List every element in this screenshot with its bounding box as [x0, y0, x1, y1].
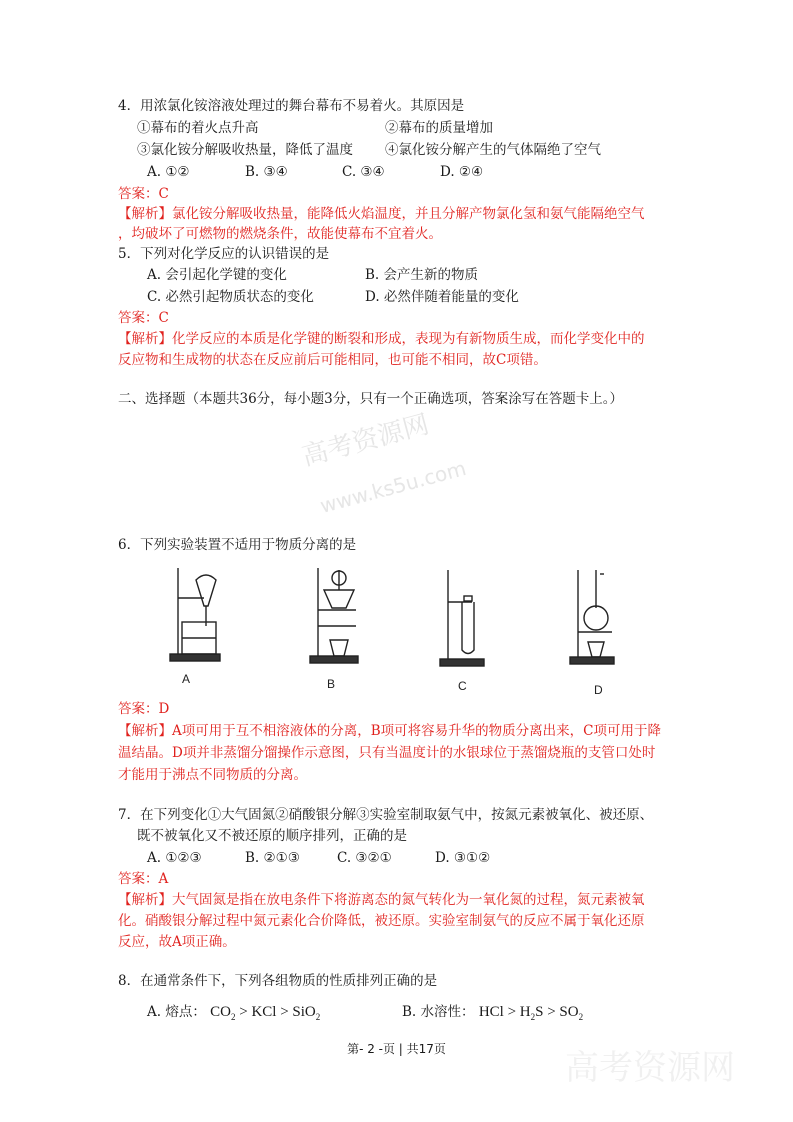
q4-option-c: C. ③④ — [342, 164, 385, 180]
q6-stem: 6．下列实验装置不适用于物质分离的是 — [118, 537, 357, 553]
q6-apparatus-figure — [160, 560, 620, 700]
q4-statement-1: ①幕布的着火点升高 — [137, 120, 259, 136]
q4-stem: 4．用浓氯化铵溶液处理过的舞台幕布不易着火。其原因是 — [118, 98, 465, 114]
q7-option-b: B. ②①③ — [245, 850, 300, 866]
q6-label-c: C — [458, 679, 467, 693]
q4-option-d: D. ②④ — [440, 164, 484, 180]
q6-analysis-line2: 温结晶。D项并非蒸馏分馏操作示意图，只有当温度计的水银球位于蒸馏烧瓶的支管口处时 — [118, 745, 656, 761]
q8-stem: 8．在通常条件下，下列各组物质的性质排列正确的是 — [118, 973, 438, 989]
q6-label-a: A — [182, 672, 191, 686]
q6-analysis-text1: A项可用于互不相溶液体的分离，B项可将容易升华的物质分离出来，C项可用于降 — [172, 723, 661, 739]
q6-answer: 答案：D — [118, 701, 170, 717]
formula-hcl-h2s: HCl > H — [478, 1004, 531, 1020]
q6-analysis-line1 — [118, 721, 661, 741]
q7-option-a: A. ①②③ — [147, 850, 202, 866]
q4-option-b: B. ③④ — [245, 164, 288, 180]
watermark-footer: 高考资源网 — [565, 1048, 735, 1088]
q5-option-b: B. 会产生新的物质 — [365, 267, 479, 283]
q5-answer: 答案：C — [118, 310, 169, 326]
q7-analysis-text1: 大气固氮是指在放电条件下将游离态的氮气转化为一氧化氮的过程，氮元素被氧 — [172, 892, 645, 908]
q6-label-b: B — [327, 677, 336, 691]
q6-analysis-line3: 才能用于沸点不同物质的分离。 — [118, 767, 307, 783]
subscript: 2 — [315, 1012, 321, 1022]
q7-stem-line2: 既不被氧化又不被还原的顺序排列，正确的是 — [137, 828, 407, 844]
q4-analysis-tag: 【解析】 — [118, 206, 172, 222]
q5-option-c: C. 必然引起物质状态的变化 — [147, 289, 314, 305]
page-footer: 第- 2 -页 | 共17页 — [347, 1042, 446, 1056]
subscript: 2 — [530, 1012, 536, 1022]
q5-stem: 5．下列对化学反应的认识错误的是 — [118, 246, 330, 262]
q4-statement-4: ④氯化铵分解产生的气体隔绝了空气 — [385, 142, 601, 158]
formula-so2: S > SO — [535, 1004, 579, 1020]
q7-option-d: D. ③①② — [435, 850, 491, 866]
q5-option-d: D. 必然伴随着能量的变化 — [365, 289, 519, 305]
q7-analysis-line1 — [118, 890, 645, 910]
q4-analysis-line2: ，均破坏了可燃物的燃烧条件，故能使幕布不宜着火。 — [118, 226, 442, 242]
q5-analysis-line2: 反应物和生成物的状态在反应前后可能相同，也可能不相同，故C项错。 — [118, 352, 547, 368]
apparatus-svg — [160, 560, 620, 700]
q4-statement-2: ②幕布的质量增加 — [385, 120, 493, 136]
apparatus-a — [170, 568, 220, 661]
q6-label-d: D — [594, 683, 603, 697]
q7-analysis-tag: 【解析】 — [118, 892, 172, 908]
apparatus-c — [440, 570, 484, 666]
watermark-url: www.ks5u.com — [317, 455, 469, 519]
q8-option-a-formula — [210, 1004, 320, 1020]
q4-answer: 答案：C — [118, 186, 169, 202]
subscript: 2 — [578, 1012, 584, 1022]
q4-option-a: A. ①② — [147, 164, 190, 180]
q7-option-c: C. ③②① — [337, 850, 392, 866]
q8-option-b-label: B. 水溶性： — [402, 1004, 475, 1020]
q5-analysis-line1 — [118, 329, 645, 349]
q8-option-a — [147, 1002, 320, 1027]
q7-answer: 答案：A — [118, 871, 169, 887]
watermark-cn: 高考资源网 — [298, 409, 433, 473]
subscript: 2 — [230, 1012, 236, 1022]
formula-kcl-sio2: > KCl > SiO — [235, 1004, 316, 1020]
q7-stem-line1: 7．在下列变化①大气固氮②硝酸银分解③实验室制取氨气中，按氮元素被氧化、被还原、 — [118, 807, 654, 823]
q4-statement-3: ③氯化铵分解吸收热量，降低了温度 — [137, 142, 353, 158]
apparatus-b — [310, 568, 358, 663]
q5-analysis-tag: 【解析】 — [118, 331, 172, 347]
q4-analysis-text1: 氯化铵分解吸收热量，能降低火焰温度，并且分解产物氯化氢和氨气能隔绝空气 — [172, 206, 645, 222]
q8-option-b — [402, 1002, 583, 1027]
q8-option-b-formula — [479, 1004, 583, 1020]
q5-analysis-text1: 化学反应的本质是化学键的断裂和形成，表现为有新物质生成，而化学变化中的 — [172, 331, 645, 347]
formula-co2: CO — [210, 1004, 231, 1020]
q7-analysis-line2: 化。硝酸银分解过程中氮元素化合价降低，被还原。实验室制氨气的反应不属于氧化还原 — [118, 913, 645, 929]
apparatus-d — [570, 570, 614, 664]
section-2-heading: 二、选择题（本题共36分，每小题3分，只有一个正确选项，答案涂写在答题卡上。） — [118, 391, 624, 407]
q4-analysis-line1 — [118, 204, 645, 224]
q6-analysis-tag: 【解析】 — [118, 723, 172, 739]
q8-option-a-label: A. 熔点： — [147, 1004, 206, 1020]
q7-analysis-line3: 反应，故A项正确。 — [118, 934, 236, 950]
q5-option-a: A. 会引起化学键的变化 — [147, 267, 287, 283]
